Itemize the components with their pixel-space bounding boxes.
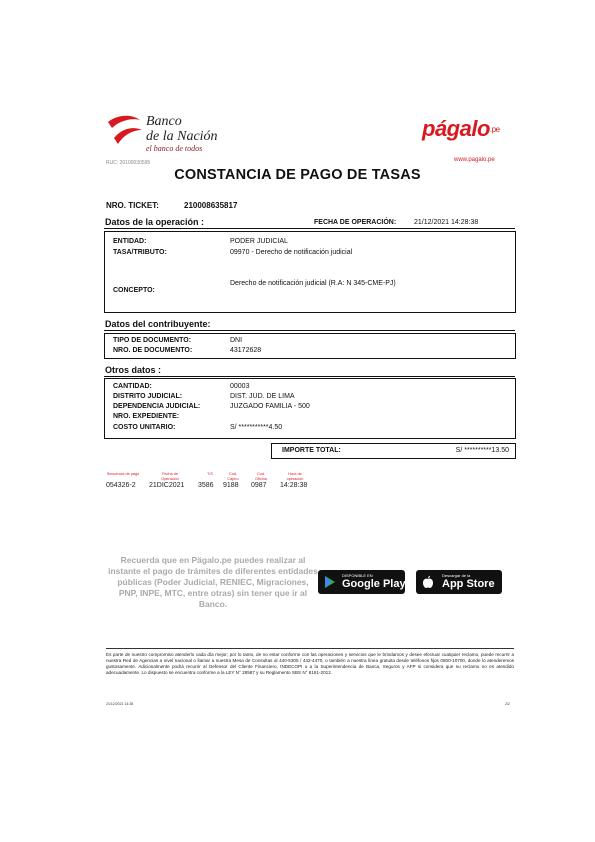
- bank-name: Banco de la Nación: [146, 114, 218, 144]
- stamp-header-ts: T/S: [207, 472, 213, 476]
- costo-unitario-label: COSTO UNITARIO:: [113, 424, 176, 431]
- tasa-label: TASA/TRIBUTO:: [113, 249, 167, 256]
- stamp-fecha: 21DIC2021: [149, 482, 185, 489]
- stamp-header-secuencia: Secuencia de pago: [106, 472, 140, 476]
- concepto-label: CONCEPTO:: [113, 287, 155, 294]
- stamp-hora: 14:28:38: [280, 482, 308, 489]
- operacion-box: [104, 231, 516, 313]
- costo-unitario-value: S/ ***********4.50: [230, 424, 283, 431]
- section-operacion: Datos de la operación : FECHA DE OPERACIÓN: 21/12/2021 14:28:38: [104, 216, 515, 229]
- fecha-operacion-value: 21/12/2021 14:28:38: [414, 219, 479, 226]
- distrito-label: DISTRITO JUDICIAL:: [113, 393, 183, 400]
- google-play-badge[interactable]: DISPONIBLE EN Google Play: [318, 570, 405, 594]
- ticket-number: NRO. TICKET: 210008635817: [106, 201, 238, 210]
- tasa-value: 09970 - Derecho de notificación judicial: [230, 249, 353, 256]
- stamp-ts: 3586: [198, 482, 214, 489]
- stamp-oficina: 0987: [251, 482, 267, 489]
- dependencia-label: DEPENDENCIA JUDICIAL:: [113, 403, 201, 410]
- pagalo-url: www.pagalo.pe: [454, 157, 495, 163]
- concepto-value: Derecho de notificación judicial (R.A: N 345-CME-PJ): [230, 280, 396, 287]
- importe-total-box: [271, 443, 516, 459]
- fecha-operacion-label: FECHA DE OPERACIÓN:: [314, 219, 397, 226]
- nro-documento-value: 43172628: [230, 347, 262, 354]
- tipo-documento-label: TIPO DE DOCUMENTO:: [113, 337, 192, 344]
- legal-text: Es parte de nuestro compromiso atenderlo cada día mejor; por lo tanto, de no estar conforme con las operaciones y servicios que le brindamos y desee efectuar cualquier reclamo, puede recurrir a nuestra Red de Agencias a nivel nacional o llamar a nuestra Mesa de Consultas al 440-5305 / 442-4470, o también a nuestra línea gratuita desde teléfonos fijos 0800-10700, donde lo atenderemos gustosamente. Adicionalmente podrá recurrir al Defensor del Cliente Financiero, INDECOPI o a la Superintendencia de Banca, Seguros y AFP si considera que su reclamo no es atendido adecuadamente. Lo dispuesto se encuentra conforme a la LEY N° 28587 y su Reglamento SBS N° 8181-2012.: [106, 652, 514, 675]
- legal-divider: [106, 648, 514, 649]
- ruc-text: RUC: 20100030595: [106, 160, 151, 166]
- importe-total-label: IMPORTE TOTAL:: [282, 447, 341, 454]
- contribuyente-box: [104, 333, 516, 359]
- section-otros: Otros datos :: [104, 364, 515, 377]
- document-title: CONSTANCIA DE PAGO DE TASAS: [174, 167, 421, 183]
- expediente-label: NRO. EXPEDIENTE:: [113, 413, 180, 420]
- stamp-header-cajero: Cod. Cajero: [227, 472, 239, 481]
- pagalo-logo: págalo$^{.pe}$: [422, 116, 500, 141]
- cantidad-label: CANTIDAD:: [113, 383, 152, 390]
- entidad-label: ENTIDAD:: [113, 238, 147, 245]
- app-store-badge[interactable]: Descargar de la App Store: [416, 570, 502, 594]
- importe-total-value: S/ **********13.50: [455, 447, 509, 454]
- stamp-cajero: 9188: [223, 482, 239, 489]
- dependencia-value: JUZGADO FAMILIA - 500: [230, 403, 310, 410]
- section-contribuyente: Datos del contribuyente:: [104, 318, 515, 331]
- promo-text: Recuerda que en Pägalo.pe puedes realizar al instante el pago de trámites de diferentes entidades públicas (Poder Judicial, RENIEC, Migraciones, PNP, INPE, MTC, entre otras) sin tener que ir al Banco.: [108, 555, 318, 609]
- entidad-value: PODER JUDICIAL: [230, 238, 288, 245]
- stamp-secuencia: 054326-2: [106, 482, 136, 489]
- nro-documento-label: NRO. DE DOCUMENTO:: [113, 347, 193, 354]
- otros-box: [104, 378, 516, 439]
- footer-timestamp: 21/12/2021 14:28: [106, 702, 134, 706]
- banco-nacion-logo-icon: [106, 108, 146, 148]
- tipo-documento-value: DNI: [230, 337, 243, 344]
- apple-icon: [422, 575, 434, 589]
- stamp-header-fecha: Fecha de Operación: [161, 472, 179, 481]
- bank-tagline: el banco de todos: [146, 144, 203, 153]
- distrito-value: DIST. JUD. DE LIMA: [230, 393, 295, 400]
- stamp-header-hora: Hora de operación: [286, 472, 304, 481]
- cantidad-value: 00003: [230, 383, 250, 390]
- play-triangle-icon: [324, 575, 336, 589]
- footer-page-number: 2/2: [505, 702, 510, 706]
- stamp-header-oficina: Cod. Oficina: [255, 472, 267, 481]
